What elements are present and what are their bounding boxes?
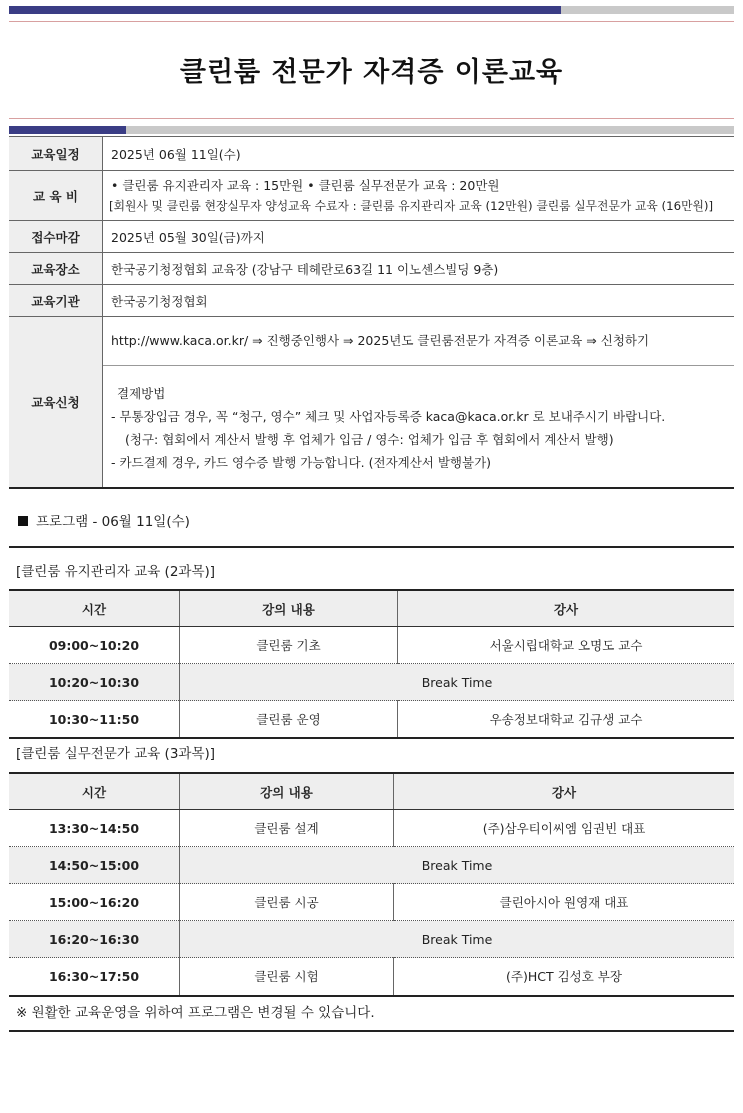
info-value: 2025년 05월 30일(금)까지 bbox=[103, 221, 735, 253]
info-label: 교육일정 bbox=[9, 137, 103, 171]
info-label: 교육기관 bbox=[9, 285, 103, 317]
header-content: 강의 내용 bbox=[180, 590, 398, 627]
course2-schedule-table bbox=[9, 772, 734, 997]
info-row-schedule bbox=[9, 137, 734, 171]
top-divider bbox=[9, 21, 734, 22]
table-row-break: 10:20~10:30 Break Time bbox=[9, 664, 734, 701]
info-row-venue bbox=[9, 253, 734, 285]
course2-title: [클린룸 실무전문가 교육 (3과목)] bbox=[16, 746, 216, 762]
info-value: 한국공기청정협회 교육장 (강남구 테헤란로63길 11 이노센스빌딩 9층) bbox=[103, 253, 735, 285]
apply-url-line[interactable]: http://www.kaca.or.kr/ ⇒ 진행중인행사 ⇒ 2025년도 클린룸전문가 자격증 이론교육 ⇒ 신청하기 bbox=[111, 333, 650, 348]
fee-discount-line: [회원사 및 클린룸 현장실무자 양성교육 수료자 : 클린룸 유지관리자 교육 (12만원) 클린룸 실무전문가 교육 (16만원)] bbox=[109, 198, 714, 213]
info-value: 2025년 06월 11일(수) bbox=[103, 137, 735, 171]
info-label: 교육신청 bbox=[9, 317, 103, 489]
payment-bank-line: - 무통장입금 경우, 꼭 “청구, 영수” 체크 및 사업자등록증 kaca@kaca.or.kr 로 보내주시기 바랍니다. bbox=[111, 409, 666, 424]
title-divider bbox=[9, 118, 734, 119]
header-lecturer: 강사 bbox=[398, 590, 735, 627]
page-title: 클린룸 전문가 자격증 이론교육 bbox=[179, 57, 564, 88]
table-row: 15:00~16:20 클린룸 시공 클린아시아 원영재 대표 bbox=[9, 884, 734, 921]
header-time: 시간 bbox=[9, 590, 180, 627]
info-row-deadline bbox=[9, 221, 734, 253]
table-row-break: 16:20~16:30 Break Time bbox=[9, 921, 734, 958]
payment-bank-note: (청구: 협회에서 계산서 발행 후 업체가 입금 / 영수: 업체가 입금 후 협회에서 계산서 발행) bbox=[125, 432, 614, 447]
info-label: 교 육 비 bbox=[9, 171, 103, 221]
table-row: 16:30~17:50 클린룸 시험 (주)HCT 김성호 부장 bbox=[9, 958, 734, 996]
info-label: 교육장소 bbox=[9, 253, 103, 285]
table-row: 09:00~10:20 클린룸 기초 서울시립대학교 오명도 교수 bbox=[9, 627, 734, 664]
info-row-apply bbox=[9, 317, 734, 489]
program-heading: 프로그램 - 06월 11일(수) bbox=[18, 510, 190, 530]
table-row: 10:30~11:50 클린룸 운영 우송정보대학교 김규생 교수 bbox=[9, 701, 734, 739]
bottom-divider bbox=[9, 1030, 734, 1032]
info-label: 접수마감 bbox=[9, 221, 103, 253]
info-value: 한국공기청정협회 bbox=[103, 285, 735, 317]
square-bullet-icon bbox=[18, 516, 28, 526]
top-accent-bar bbox=[9, 6, 734, 14]
table-row: 13:30~14:50 클린룸 설계 (주)삼우티이씨엠 임권빈 대표 bbox=[9, 810, 734, 847]
payment-title: 결제방법 bbox=[117, 386, 166, 401]
header-lecturer: 강사 bbox=[394, 773, 735, 810]
payment-card-line: - 카드결제 경우, 카드 영수증 발행 가능합니다. (전자계산서 발행불가) bbox=[111, 455, 492, 470]
section-accent-bar bbox=[9, 126, 734, 134]
info-row-org bbox=[9, 285, 734, 317]
section-divider bbox=[9, 546, 734, 548]
course1-schedule-table bbox=[9, 589, 734, 739]
footnote: ※ 원활한 교육운영을 위하여 프로그램은 변경될 수 있습니다. bbox=[16, 1005, 375, 1021]
table-row-break: 14:50~15:00 Break Time bbox=[9, 847, 734, 884]
course1-title: [클린룸 유지관리자 교육 (2과목)] bbox=[16, 564, 216, 580]
header-content: 강의 내용 bbox=[180, 773, 394, 810]
fee-line: • 클린룸 유지관리자 교육 : 15만원 • 클린룸 실무전문가 교육 : 20만원 bbox=[111, 177, 500, 193]
info-row-fee bbox=[9, 171, 734, 221]
info-table bbox=[9, 136, 734, 489]
header-time: 시간 bbox=[9, 773, 180, 810]
